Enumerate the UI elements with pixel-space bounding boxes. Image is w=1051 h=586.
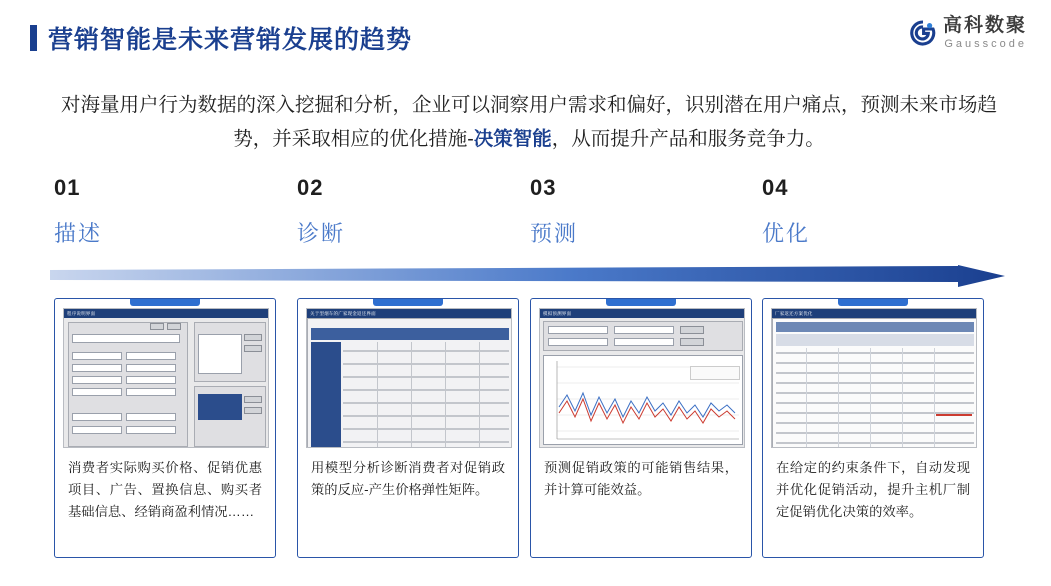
card-top-tab: [373, 299, 443, 306]
step-number: 01: [54, 175, 81, 200]
card-description: 用模型分析诊断消费者对促销政策的反应-产生价格弹性矩阵。: [311, 460, 505, 497]
logo-en-text: Gausscode: [944, 38, 1027, 50]
paragraph-part-2: ，从而提升产品和服务竞争力。: [551, 128, 825, 151]
intro-paragraph: [54, 88, 1004, 156]
progress-arrow-icon: [50, 265, 1005, 287]
screenshot-titlebar: 程序说明界面: [64, 309, 268, 318]
slide-header: [0, 0, 1051, 72]
step-label: 描述: [54, 221, 103, 246]
card-description: 预测促销政策的可能销售结果，并计算可能效益。: [544, 460, 738, 497]
card-description: 消费者实际购买价格、促销优惠项目、广告、置换信息、购买者基础信息、经销商盈利情况……: [68, 460, 262, 519]
gausscode-g-mark-icon: [910, 20, 936, 46]
paragraph-part-1: 对海量用户行为数据的深入挖掘和分析，企业可以洞察用户需求和偏好，识别潜在用户痛点，预测未来市场趋势，并采取相应的优化措施-: [60, 94, 997, 151]
card-row: [54, 298, 1004, 560]
card-describe: [54, 298, 276, 558]
step-number: 02: [297, 175, 324, 200]
card-top-tab: [838, 299, 908, 306]
step-03: [530, 175, 730, 248]
card-screenshot-1: [63, 308, 269, 448]
screenshot-titlebar: 关于型烟车的广家现金返还界面: [307, 309, 511, 318]
card-screenshot-4: [771, 308, 977, 448]
step-label: 优化: [762, 221, 811, 246]
step-label: 预测: [530, 221, 579, 246]
logo-cn-text: 高科数聚: [942, 15, 1027, 36]
title-accent-bar: [30, 25, 37, 51]
paragraph-highlight: 决策智能: [473, 128, 552, 151]
logo-text-block: [943, 16, 1027, 50]
step-01: [54, 175, 254, 248]
card-top-tab: [130, 299, 200, 306]
screenshot-body: [64, 318, 268, 447]
screenshot-titlebar: 模拟预测界面: [540, 309, 744, 318]
card-optimize: [762, 298, 984, 558]
title-text: 营销智能是未来营销发展的趋势: [48, 26, 413, 54]
card-screenshot-2: [306, 308, 512, 448]
screenshot-body: [772, 318, 976, 447]
page-title: [30, 20, 412, 56]
step-label-row: [54, 175, 1004, 255]
step-label: 诊断: [297, 221, 346, 246]
screenshot-body: [307, 318, 511, 447]
screenshot-titlebar: 厂家返还方案优化: [772, 309, 976, 318]
step-02: [297, 175, 497, 248]
card-top-tab: [606, 299, 676, 306]
card-predict: [530, 298, 752, 558]
screenshot-body: [540, 318, 744, 447]
card-diagnose: [297, 298, 519, 558]
card-description: 在给定的约束条件下，自动发现并优化促销活动，提升主机厂制定促销优化决策的效率。: [776, 460, 970, 519]
step-number: 03: [530, 175, 557, 200]
step-04: [762, 175, 962, 248]
brand-logo: [910, 16, 1027, 50]
card-screenshot-3: [539, 308, 745, 448]
step-number: 04: [762, 175, 789, 200]
